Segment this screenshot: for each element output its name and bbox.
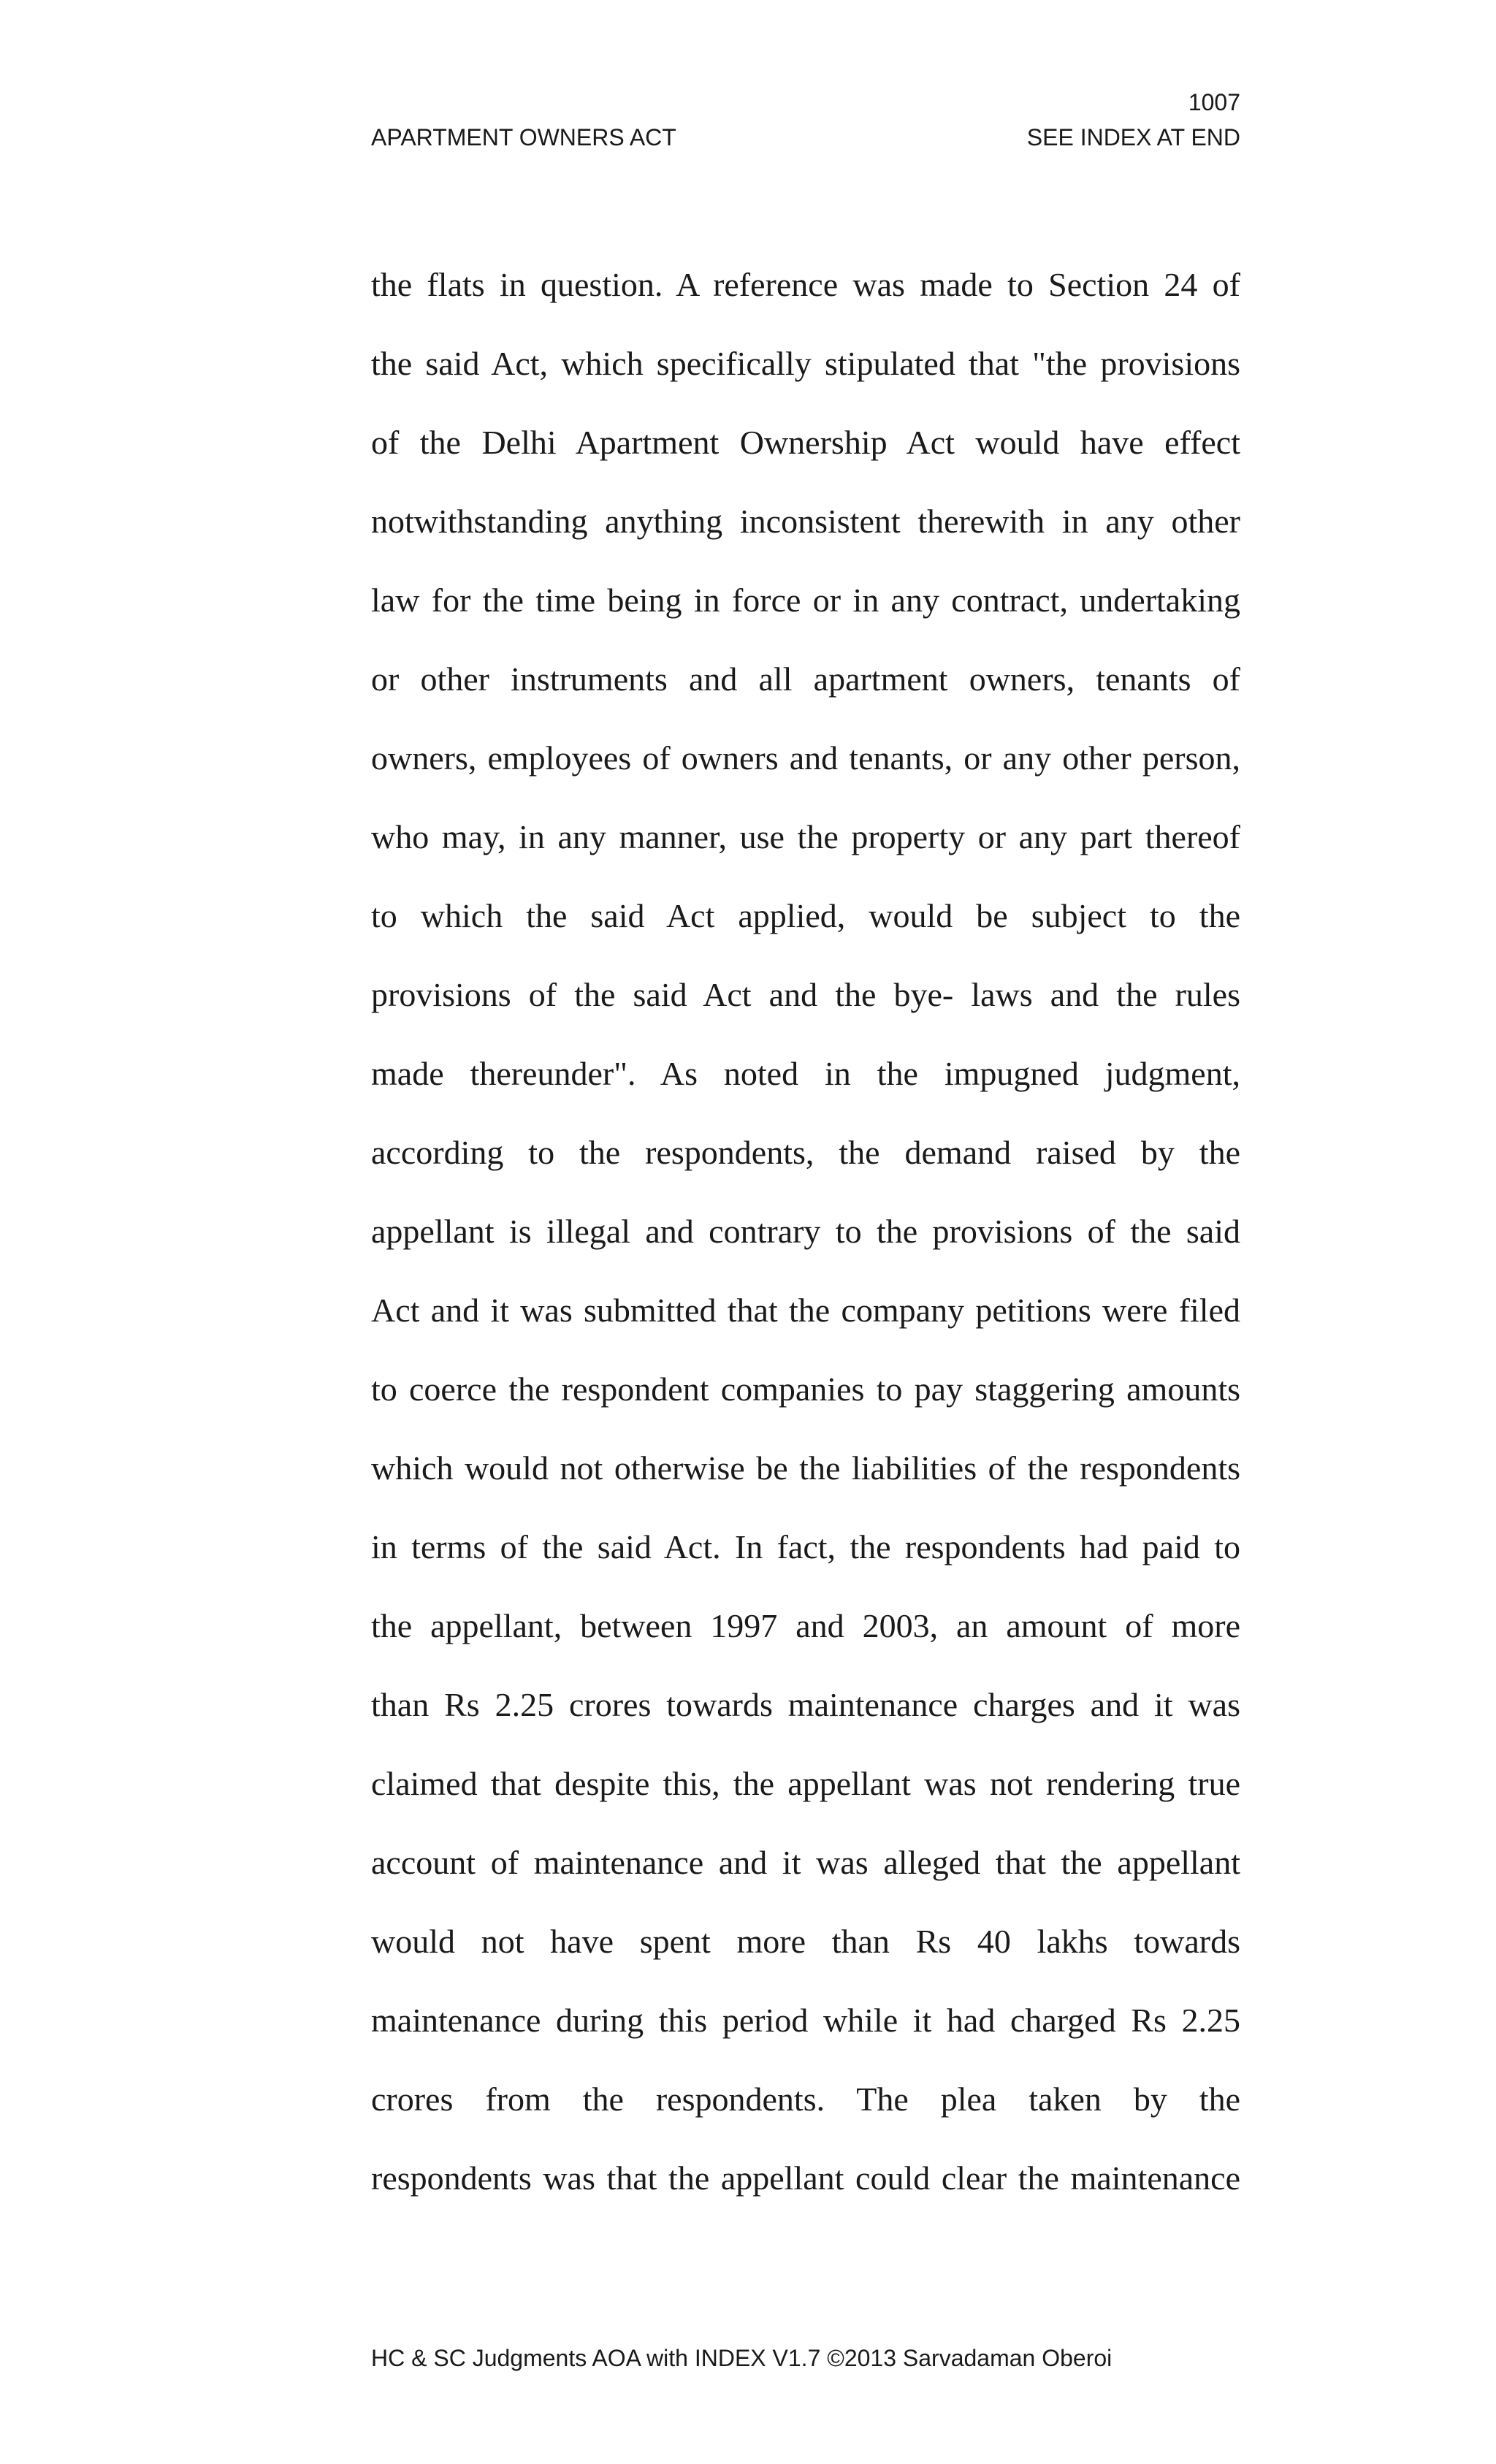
body-line: appellant is illegal and contrary to the provisions of the said xyxy=(371,1213,1240,1250)
body-line: who may, in any manner, use the property or any part thereof xyxy=(371,818,1240,855)
body-line: claimed that despite this, the appellant was not rendering true xyxy=(371,1765,1240,1802)
body-line: according to the respondents, the demand raised by the xyxy=(371,1134,1240,1171)
body-line: to coerce the respondent companies to pay staggering amounts xyxy=(371,1370,1240,1408)
body-line: maintenance during this period while it had charged Rs 2.25 xyxy=(371,2002,1240,2039)
body-line: the appellant, between 1997 and 2003, an amount of more xyxy=(371,1607,1240,1644)
page-number: 1007 xyxy=(1188,89,1240,115)
running-header-title: APARTMENT OWNERS ACT xyxy=(371,124,676,150)
body-line: law for the time being in force or in any contract, undertaking xyxy=(371,581,1240,619)
body-line: respondents was that the appellant could clear the maintenance xyxy=(371,2159,1240,2197)
body-line: or other instruments and all apartment owners, tenants of xyxy=(371,660,1240,698)
running-header-index-note: SEE INDEX AT END xyxy=(1026,124,1240,150)
body-text xyxy=(371,259,1240,2232)
body-line: the said Act, which specifically stipulated that "the provisions xyxy=(371,345,1240,382)
body-line: made thereunder". As noted in the impugned judgment, xyxy=(371,1055,1240,1092)
body-line: crores from the respondents. The plea taken by the xyxy=(371,2080,1240,2118)
body-line: in terms of the said Act. In fact, the respondents had paid to xyxy=(371,1528,1240,1565)
body-line: account of maintenance and it was alleged that the appellant xyxy=(371,1844,1240,1881)
body-line: than Rs 2.25 crores towards maintenance charges and it was xyxy=(371,1686,1240,1723)
body-line: the flats in question. A reference was made to Section 24 of xyxy=(371,266,1240,303)
body-line: of the Delhi Apartment Ownership Act would have effect xyxy=(371,424,1240,461)
body-line: would not have spent more than Rs 40 lakhs towards xyxy=(371,1923,1240,1960)
body-line: to which the said Act applied, would be subject to the xyxy=(371,897,1240,934)
body-line: provisions of the said Act and the bye- laws and the rules xyxy=(371,976,1240,1013)
page-footer: HC & SC Judgments AOA with INDEX V1.7 ©2013 Sarvadaman Oberoi xyxy=(371,2345,1113,2371)
body-line: which would not otherwise be the liabilities of the respondents xyxy=(371,1449,1240,1487)
body-line: Act and it was submitted that the company petitions were filed xyxy=(371,1292,1240,1329)
body-line: notwithstanding anything inconsistent therewith in any other xyxy=(371,503,1240,540)
body-line: owners, employees of owners and tenants, or any other person, xyxy=(371,739,1240,777)
